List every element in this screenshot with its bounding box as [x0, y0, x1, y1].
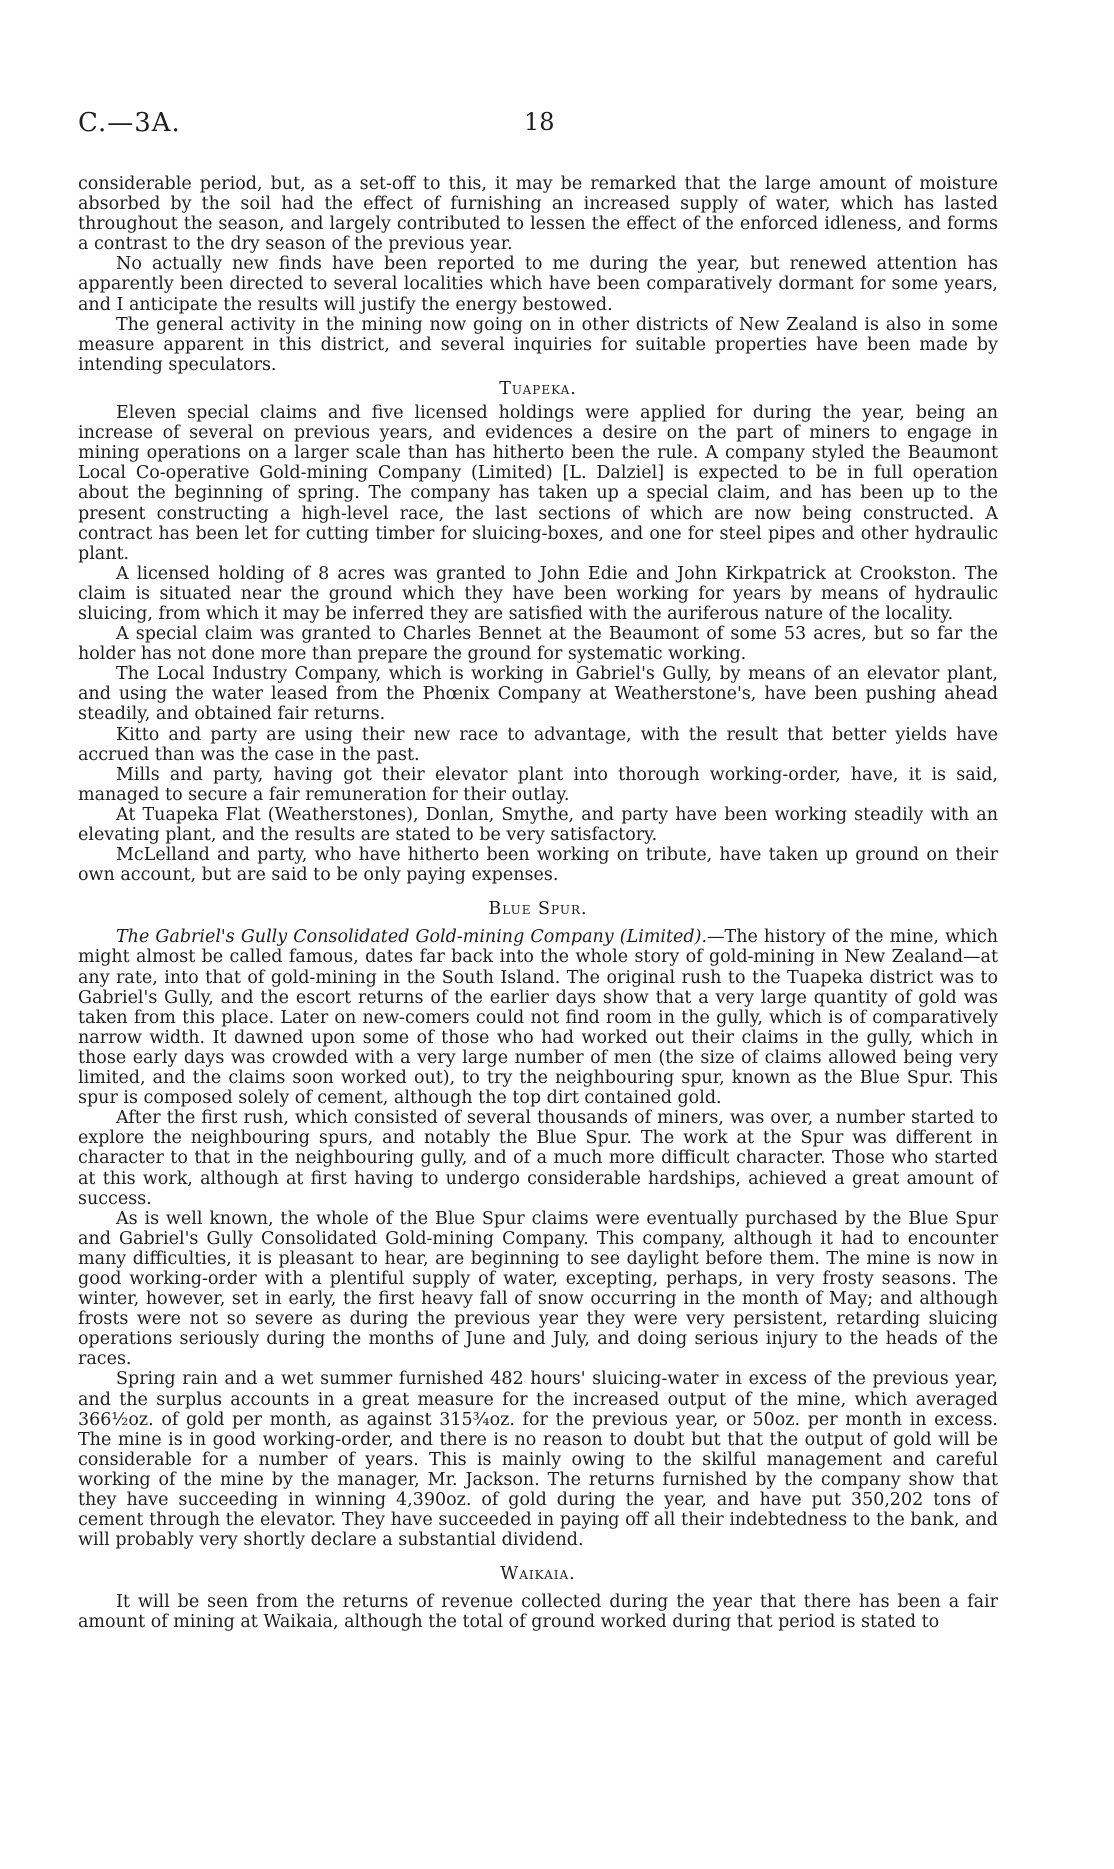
document-page [78, 108, 998, 1633]
page-header [78, 108, 998, 148]
body-text [78, 174, 998, 1633]
tuapeka-paragraph: A licensed holding of 8 acres was granted to John Edie and John Kirkpatrick at Crookston. The claim is situated near the ground which they have been working for years by means of hydraulic sluicing, from which it may be inferred they are satisfied with the auriferous nature of the locality. [78, 563, 998, 624]
waikaia-paragraph: It will be seen from the returns of revenue collected during the year that there has been a fair amount of mining at Waikaia, although the total of ground worked during that period is stated to [78, 1592, 998, 1633]
tuapeka-paragraph: At Tuapeka Flat (Weatherstones), Donlan, Smythe, and party have been working steadily with an elevating plant, and the results are stated to be very satisfactory. [78, 804, 998, 845]
blue-spur-paragraph: As is well known, the whole of the Blue Spur claims were eventually purchased by the Blue Spur and Gabriel's Gully Consolidated Gold-mining Company. This company, although it had to encounter many difficulties, it is pleasant to hear, are beginning to see daylight before them. The mine is now in good working-order with a plentiful supply of water, excepting, perhaps, in very frosty seasons. The winter, however, set in early, the first heavy fall of snow occurring in the month of May; and although frosts were not so severe as during the previous year they were very persistent, retarding sluicing operations seriously during the months of June and July, and doing serious injury to the heads of the races. [78, 1208, 998, 1370]
section-heading-waikaia: Waikaia. [500, 1564, 576, 1585]
company-title: The Gabriel's Gully Consolidated Gold-mining Company (Limited). [116, 927, 708, 948]
page-number: 18 [524, 108, 555, 136]
tuapeka-paragraph: Eleven special claims and five licensed holdings were applied for during the year, being an increase of several on previous years, and evidences a desire on the part of miners to engage in mining operations on a larger scale than has hitherto been the rule. A company styled the Beaumont Local Co-operative Gold-mining Company (Limited) [L. Dalziel] is expected to be in full operation about the beginning of spring. The company has taken up a special claim, and has been up to the present constructing a high-level race, the last sections of which are now being constructed. A contract has been let for cutting timber for sluicing-boxes, and one for steel pipes and other hydraulic plant. [78, 403, 998, 564]
section-heading-blue-spur: Blue Spur. [488, 899, 588, 920]
tuapeka-paragraph: McLelland and party, who have hitherto been working on tribute, have taken up ground on their own account, but are said to be only paying expenses. [78, 845, 998, 886]
section-heading-tuapeka: Tuapeka. [499, 378, 577, 399]
tuapeka-paragraph: Mills and party, having got their elevator plant into thorough working-order, have, it is said, managed to secure a fair remuneration for their outlay. [78, 764, 998, 805]
tuapeka-paragraph: A special claim was granted to Charles Bennet at the Beaumont of some 53 acres, but so far the holder has not done more than prepare the ground for systematic working. [78, 624, 998, 665]
blue-spur-paragraph: Spring rain and a wet summer furnished 482 hours' sluicing-water in excess of the previous year, and the surplus accounts in a great measure for the increased output of the mine, which averaged 366½oz. of gold per month, as against 315¾oz. for the previous year, or 50oz. per month in excess. The mine is in good working-order, and there is no reason to doubt but that the output of gold will be considerable for a number of years. This is mainly owing to the skilful management and careful working of the mine by the manager, Mr. Jackson. The returns furnished by the company show that they have succeeding in winning 4,390oz. of gold during the year, and have put 350,202 tons of cement through the elevator. They have succeeded in paying off all their indebtedness to the bank, and will probably very shortly declare a substantial dividend. [78, 1369, 998, 1551]
intro-paragraph: The general activity in the mining now going on in other districts of New Zealand is also in some measure apparent in this district, and several inquiries for suitable properties have been made by intending speculators. [78, 314, 998, 375]
report-reference: C.—3A. [78, 108, 181, 138]
tuapeka-paragraph: The Local Industry Company, which is working in Gabriel's Gully, by means of an elevator plant, and using the water leased from the Phœnix Company at Weatherstone's, have been pushing ahead steadily, and obtained fair returns. [78, 664, 998, 725]
blue-spur-paragraph: After the first rush, which consisted of several thousands of miners, was over, a number started to explore the neighbouring spurs, and notably the Blue Spur. The work at the Spur was different in character to that in the neighbouring gully, and of a much more difficult character. Those who started at this work, although at first having to undergo considerable hardships, achieved a great amount of success. [78, 1108, 998, 1209]
blue-spur-paragraph [78, 927, 998, 1108]
tuapeka-paragraph: Kitto and party are using their new race to advantage, with the result that better yields have accrued than was the case in the past. [78, 724, 998, 765]
intro-paragraph: No actually new finds have been reported to me during the year, but renewed attention has apparently been directed to several localities which have been comparatively dormant for some years, and I anticipate the results will justify the energy bestowed. [78, 254, 998, 315]
blue-spur-history-text: —The history of the mine, which might almost be called famous, dates far back into the whole story of gold-mining in New Zealand—at any rate, into that of gold-mining in the South Island. The original rush to the Tuapeka district was to Gabriel's Gully, and the escort returns of the earlier days show that a very large quantity of gold was taken from this place. Later on new-comers could not find room in the gully, which is of comparatively narrow width. It dawned upon some of those who had worked out their claims in the gully, which in those early days was crowded with a very large number of men (the size of claims allowed being very limited, and the claims soon worked out), to try the neighbouring spur, known as the Blue Spur. This spur is composed solely of cement, although the top dirt contained gold. [78, 927, 998, 1109]
intro-paragraph: considerable period, but, as a set-off to this, it may be remarked that the large amount of moisture absorbed by the soil had the effect of furnishing an increased supply of water, which has lasted throughout the season, and largely contributed to lessen the effect of the enforced idleness, and forms a contrast to the dry season of the previous year. [78, 174, 998, 255]
